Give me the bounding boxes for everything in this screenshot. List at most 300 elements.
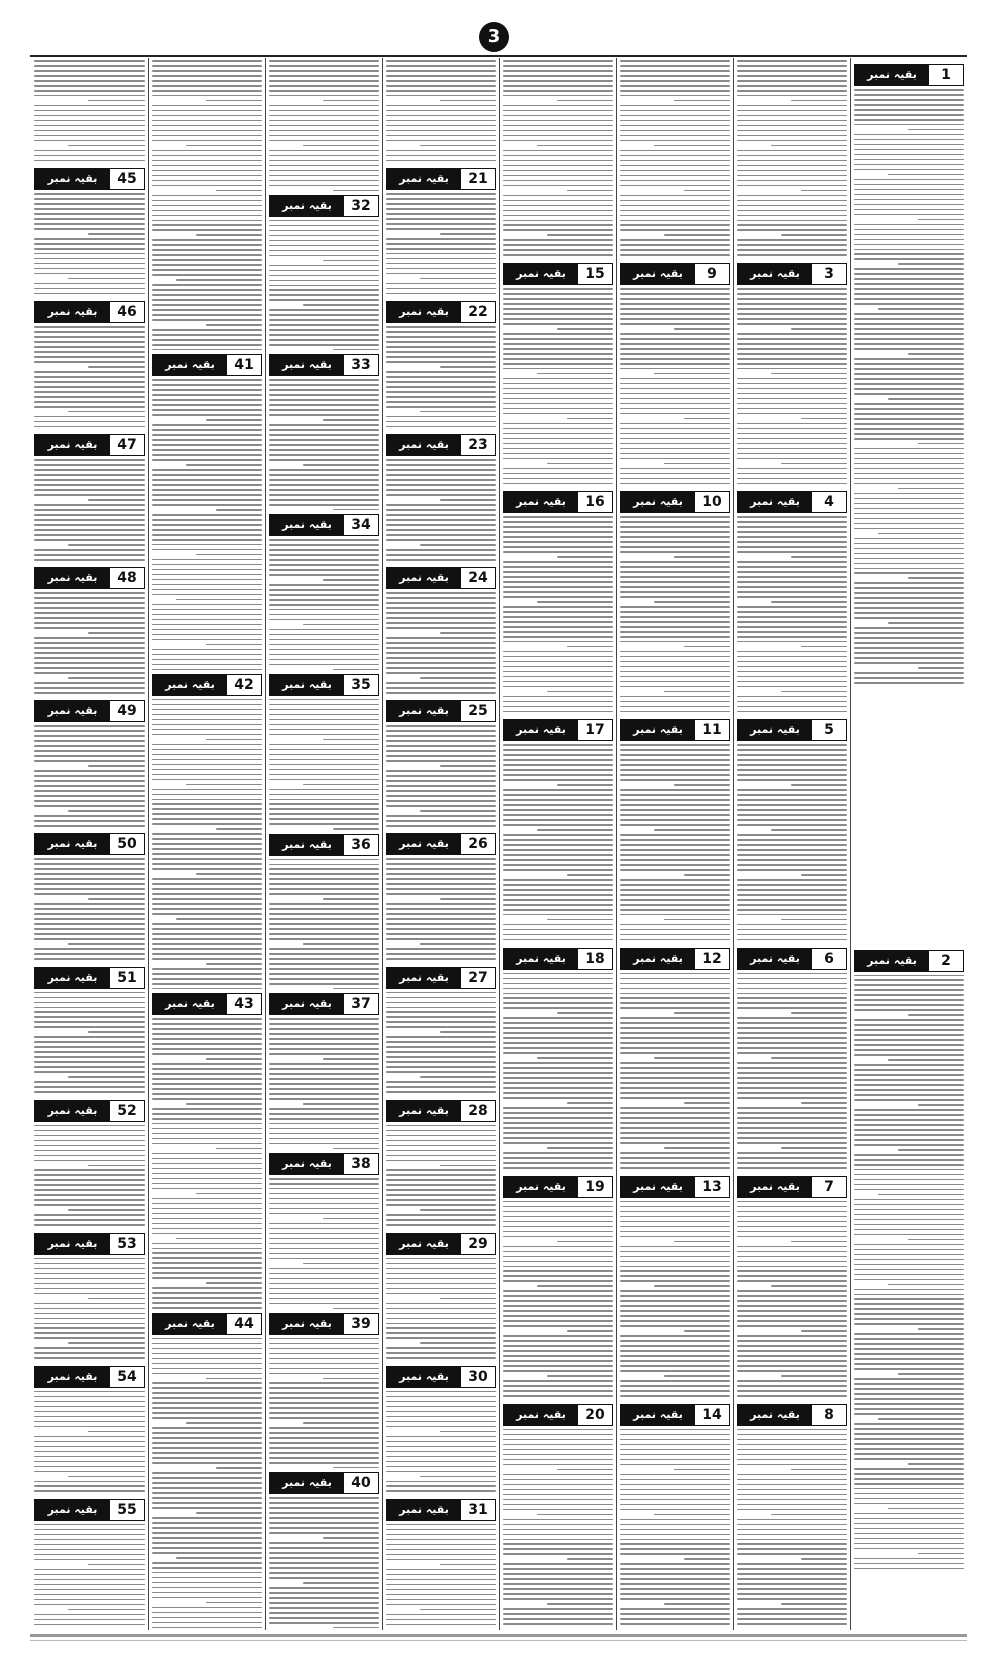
text-line [854,1179,964,1181]
text-line [854,1209,964,1211]
text-line [420,411,496,413]
text-line [674,328,730,330]
text-line [854,328,964,330]
text-line [386,193,496,195]
continuation-label: بقیہ نمبر [270,196,344,216]
text-line [269,80,379,82]
text-line [386,883,496,885]
text-line [898,488,964,490]
continuation-label: بقیہ نمبر [738,264,812,284]
text-line [854,288,964,290]
text-line [620,318,730,320]
text-line [620,631,730,633]
text-line [620,205,730,207]
text-line [503,526,613,528]
text-line [854,994,964,996]
text-line [878,1418,964,1420]
text-line [620,448,730,450]
text-line [386,1007,496,1009]
text-line [269,245,379,247]
text-line [654,1285,730,1287]
text-line [620,983,730,985]
text-line [737,388,847,390]
text-line [908,1239,964,1241]
text-line [503,1563,613,1565]
text-line [269,813,379,815]
text-line [386,1534,496,1536]
text-line [269,294,379,296]
text-line [386,464,496,466]
text-line [684,874,730,876]
text-line [620,170,730,172]
text-line [737,1489,847,1491]
text-line [269,609,379,611]
text-line [854,1548,964,1550]
text-line [854,1458,964,1460]
text-line [620,591,730,593]
text-line [547,1147,613,1149]
text-line [620,1504,730,1506]
text-line [269,779,379,781]
text-line [503,1300,613,1302]
text-line [620,478,730,480]
text-line [854,1323,964,1325]
text-line [386,1401,496,1403]
text-line [771,601,847,603]
text-line [503,854,613,856]
news-column-3 [616,58,733,1630]
text-line [737,205,847,207]
text-line [386,617,496,619]
text-line [557,1241,613,1243]
text-line [620,1340,730,1342]
text-line [620,1479,730,1481]
text-line [503,1310,613,1312]
text-line [737,794,847,796]
text-line [386,1352,496,1354]
text-line [620,90,730,92]
text-line [737,140,847,142]
text-line [620,611,730,613]
text-line [386,381,496,383]
text-line [854,358,964,360]
text-line [854,1303,964,1305]
text-line [269,379,379,381]
text-line [269,280,379,282]
text-line [854,1004,964,1006]
text-line [503,205,613,207]
text-line [737,1117,847,1119]
text-line [386,652,496,654]
text-line [620,348,730,350]
text-line [503,1295,613,1297]
text-line [620,973,730,975]
text-line [503,1027,613,1029]
text-line [269,883,379,885]
text-line [269,963,379,965]
text-line [674,1241,730,1243]
text-line [269,918,379,920]
text-line [269,584,379,586]
text-line [269,160,379,162]
text-line [854,149,964,151]
text-line [620,636,730,638]
text-line [620,819,730,821]
text-line [878,308,964,310]
text-line [503,1519,613,1521]
text-line [386,1549,496,1551]
text-line [620,834,730,836]
text-line [737,1052,847,1054]
text-line [737,1524,847,1526]
text-line [908,353,964,355]
text-line [854,1408,964,1410]
text-line [737,1221,847,1223]
text-line [737,1598,847,1600]
text-line [888,1508,964,1510]
text-line [537,1057,613,1059]
text-line [854,1119,964,1121]
text-line [386,1219,496,1221]
text-line [737,997,847,999]
text-line [503,1395,613,1397]
continuation-label: بقیہ نمبر [387,1500,461,1520]
text-line [503,473,613,475]
text-line [620,363,730,365]
text-line [918,1328,964,1330]
text-line [503,438,613,440]
text-line [854,1009,964,1011]
text-line [503,1216,613,1218]
text-line [781,1375,847,1377]
text-block [386,992,496,1096]
text-line [620,1335,730,1337]
text-line [503,1618,613,1620]
text-line [440,1165,496,1167]
text-line [737,249,847,251]
text-line [737,1226,847,1228]
text-line [547,691,613,693]
text-line [269,140,379,142]
text-line [737,1608,847,1610]
text-line [737,586,847,588]
text-line [620,1519,730,1521]
text-line [386,65,496,67]
text-line [737,1266,847,1268]
text-line [620,666,730,668]
text-line [386,238,496,240]
text-line [737,576,847,578]
text-line [503,1211,613,1213]
text-line [620,1067,730,1069]
text-line [503,809,613,811]
text-line [269,948,379,950]
text-line [620,909,730,911]
text-line [737,1484,847,1486]
text-line [737,759,847,761]
text-line [854,423,964,425]
text-line [503,799,613,801]
text-line [503,1380,613,1382]
text-line [737,1578,847,1580]
text-line [503,894,613,896]
continuation-number: 4 [812,492,846,512]
text-line [854,1099,964,1101]
text-line [854,1343,964,1345]
text-block [620,1201,730,1400]
text-line [503,571,613,573]
text-line [503,165,613,167]
text-line [503,656,613,658]
text-line [737,839,847,841]
text-line [854,438,964,440]
text-line [854,493,964,495]
text-line [503,626,613,628]
text-line [503,1167,613,1169]
text-line [854,214,964,216]
continuation-header-27 [386,967,496,989]
text-line [854,1523,964,1525]
text-line [620,358,730,360]
text-line [737,90,847,92]
text-line [386,1456,496,1458]
text-line [737,453,847,455]
text-line [737,1211,847,1213]
text-line [503,85,613,87]
text-line [620,75,730,77]
text-line [737,125,847,127]
text-line [854,1533,964,1535]
text-line [620,849,730,851]
text-line [537,1285,613,1287]
text-line [503,1484,613,1486]
text-line [503,254,613,256]
text-line [503,155,613,157]
text-line [854,1498,964,1500]
text-line [386,607,496,609]
text-line [854,104,964,106]
text-line [918,1553,964,1555]
text-line [503,1266,613,1268]
continuation-header-5 [737,719,847,741]
continuation-label: بقیہ نمبر [387,968,461,988]
text-line [620,1434,730,1436]
text-line [269,314,379,316]
text-line [620,239,730,241]
text-line [737,1137,847,1139]
text-line [269,110,379,112]
text-line [737,1345,847,1347]
text-line [771,373,847,375]
text-line [269,289,379,291]
text-line [503,973,613,975]
continuation-number: 24 [461,568,495,588]
text-line [737,769,847,771]
text-line [269,868,379,870]
text-line [503,934,613,936]
text-line [386,1026,496,1028]
text-line [737,110,847,112]
text-block [503,1201,613,1400]
text-line [503,105,613,107]
text-line [791,100,847,102]
text-line [567,1102,613,1104]
text-line [386,740,496,742]
text-line [269,978,379,980]
text-line [620,899,730,901]
text-line [503,1092,613,1094]
text-line [737,1032,847,1034]
text-line [620,1112,730,1114]
text-block [737,288,847,487]
text-line [781,1147,847,1149]
text-line [620,1037,730,1039]
text-line [503,343,613,345]
text-line [771,829,847,831]
text-line [654,601,730,603]
text-line [386,1569,496,1571]
text-line [620,483,730,485]
text-line [269,414,379,416]
text-line [440,100,496,102]
text-line [386,1544,496,1546]
text-line [737,749,847,751]
text-line [503,869,613,871]
text-line [620,1047,730,1049]
text-line [737,1355,847,1357]
text-line [269,90,379,92]
text-line [386,1485,496,1487]
text-line [386,416,496,418]
text-line [503,1315,613,1317]
text-line [737,468,847,470]
text-line [737,934,847,936]
text-line [503,224,613,226]
text-line [269,659,379,661]
text-line [737,1280,847,1282]
text-line [737,661,847,663]
text-line [269,449,379,451]
text-line [386,1313,496,1315]
text-line [854,348,964,350]
text-line [269,95,379,97]
text-line [269,329,379,331]
text-line [303,624,379,626]
text-line [737,978,847,980]
text-line [737,1320,847,1322]
text-line [737,681,847,683]
text-line [503,478,613,480]
text-line [737,1340,847,1342]
text-line [386,534,496,536]
text-line [620,1157,730,1159]
text-line [620,428,730,430]
text-block [503,1429,613,1628]
text-line [737,1236,847,1238]
text-line [854,159,964,161]
text-line [620,1290,730,1292]
text-line [854,1269,964,1271]
text-line [503,1007,613,1009]
text-line [620,993,730,995]
text-line [386,1199,496,1201]
text-line [503,914,613,916]
text-line [503,1062,613,1064]
text-line [503,1152,613,1154]
continuation-label: بقیہ نمبر [738,720,812,740]
text-line [737,95,847,97]
text-line [386,1071,496,1073]
text-line [737,353,847,355]
text-line [620,1598,730,1600]
text-line [386,1599,496,1601]
continuation-number: 17 [578,720,612,740]
text-line [737,378,847,380]
text-line [620,1246,730,1248]
text-line [854,1069,964,1071]
text-line [503,1236,613,1238]
text-line [620,804,730,806]
text-block [269,60,379,191]
text-line [854,1169,964,1171]
text-line [654,829,730,831]
text-line [737,606,847,608]
text-line [854,1338,964,1340]
text-line [547,463,613,465]
text-line [620,1211,730,1213]
text-line [854,1318,964,1320]
text-line [854,184,964,186]
text-line [386,130,496,132]
text-line [386,760,496,762]
text-line [269,85,379,87]
text-line [386,1471,496,1473]
text-line [737,1231,847,1233]
continuation-label: بقیہ نمبر [387,568,461,588]
text-line [503,1032,613,1034]
text-line [386,992,496,994]
text-line [737,473,847,475]
text-line [620,1201,730,1203]
text-line [386,938,496,940]
text-line [620,934,730,936]
text-line [620,1087,730,1089]
text-line [737,616,847,618]
text-line [781,463,847,465]
text-line [386,75,496,77]
text-line [269,474,379,476]
text-line [269,65,379,67]
text-line [386,228,496,230]
text-line [737,1439,847,1441]
text-line [620,1092,730,1094]
text-line [684,418,730,420]
text-line [386,243,496,245]
text-line [420,278,496,280]
text-line [620,1032,730,1034]
text-block [503,288,613,487]
text-line [503,591,613,593]
text-line [854,413,964,415]
text-line [503,288,613,290]
text-line [737,1067,847,1069]
text-line [737,60,847,62]
text-line [737,333,847,335]
text-line [684,1102,730,1104]
text-line [620,914,730,916]
text-line [854,1159,964,1161]
text-line [386,745,496,747]
